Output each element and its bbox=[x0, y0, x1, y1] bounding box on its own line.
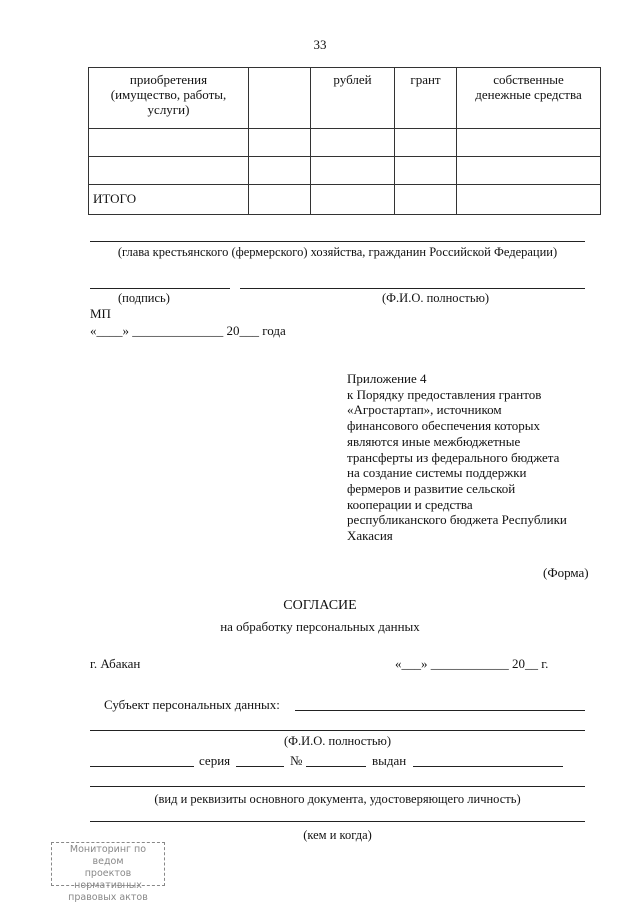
form-label: (Форма) bbox=[543, 565, 589, 580]
city-label: г. Абакан bbox=[90, 656, 141, 671]
table-cell bbox=[311, 185, 395, 215]
signature-line bbox=[90, 288, 230, 289]
document-caption: (вид и реквизиты основного документа, удостоверяющего личность) bbox=[154, 792, 521, 806]
table-header-cell: рублей bbox=[311, 68, 395, 129]
consent-title: СОГЛАСИЕ bbox=[283, 598, 357, 613]
total-label: ИТОГО bbox=[89, 185, 249, 215]
table-cell bbox=[249, 185, 311, 215]
table-row bbox=[89, 129, 601, 157]
appendix-line: фермеров и развитие сельской bbox=[347, 480, 516, 496]
stamp-line: Мониторинг по ведом bbox=[69, 844, 147, 867]
table-header-cell bbox=[457, 68, 601, 129]
fio-full-line bbox=[90, 730, 585, 731]
appendix-line: на создание системы поддержки bbox=[347, 465, 527, 481]
doc-full-line bbox=[90, 786, 585, 787]
table-row bbox=[89, 157, 601, 185]
stamp-line: правовых актов bbox=[68, 892, 148, 903]
appendix-title: Приложение 4 bbox=[347, 371, 427, 386]
table-header-cell bbox=[89, 68, 249, 129]
consent-subtitle: на обработку персональных данных bbox=[220, 619, 420, 634]
table-cell bbox=[457, 157, 601, 185]
page-number: 33 bbox=[313, 37, 327, 52]
header-own-funds: собственные денежные средства bbox=[475, 72, 582, 102]
table-cell bbox=[457, 129, 601, 157]
appendix-line: Хакасия bbox=[347, 528, 393, 544]
table-header-row bbox=[89, 68, 601, 129]
table-cell bbox=[311, 157, 395, 185]
appendix-line: финансового обеспечения которых bbox=[347, 418, 541, 434]
subject-label: Субъект персональных данных: bbox=[104, 697, 280, 712]
issued-by-line bbox=[90, 821, 585, 822]
signature-caption: (подпись) bbox=[118, 291, 170, 305]
number-line bbox=[306, 766, 366, 767]
appendix-line: кооперации и средства bbox=[347, 496, 473, 512]
table-total-row bbox=[89, 185, 601, 215]
fio-caption: (Ф.И.О. полностью) bbox=[382, 291, 490, 305]
table-cell bbox=[89, 157, 249, 185]
table-cell bbox=[311, 129, 395, 157]
appendix-line: являются иные межбюджетные bbox=[347, 433, 521, 449]
appendix-line: республиканского бюджета Республики bbox=[347, 512, 567, 528]
issued-line bbox=[413, 766, 563, 767]
head-caption: (глава крестьянского (фермерского) хозяйства, гражданин Российской Федерации) bbox=[117, 245, 558, 259]
appendix-block bbox=[347, 371, 592, 544]
header-acquisition: приобретения (имущество, работы, услуги) bbox=[110, 72, 227, 117]
stamp-line: проектов нормативных bbox=[74, 868, 142, 891]
doc-type-line bbox=[90, 766, 194, 767]
table-cell bbox=[395, 157, 457, 185]
table-cell bbox=[249, 157, 311, 185]
issued-label: выдан bbox=[372, 753, 407, 768]
consent-date: «___» ____________ 20__ г. bbox=[395, 656, 549, 671]
appendix-line: «Агростартап», источником bbox=[347, 402, 502, 418]
table-cell bbox=[457, 185, 601, 215]
table-cell bbox=[395, 185, 457, 215]
date-line: «____» ______________ 20___ года bbox=[90, 323, 286, 338]
fio-line bbox=[240, 288, 585, 289]
issued-by-caption: (кем и когда) bbox=[303, 828, 372, 842]
number-label: № bbox=[290, 753, 303, 768]
series-line bbox=[236, 766, 284, 767]
appendix-line: к Порядку предоставления грантов bbox=[347, 386, 542, 402]
consent-fio-caption: (Ф.И.О. полностью) bbox=[283, 734, 392, 748]
head-signature-line bbox=[90, 241, 585, 242]
table-cell bbox=[249, 129, 311, 157]
registration-stamp bbox=[51, 842, 165, 903]
table-cell bbox=[89, 129, 249, 157]
series-label: серия bbox=[199, 753, 231, 768]
table-cell bbox=[395, 129, 457, 157]
grant-table bbox=[88, 67, 601, 215]
subject-line bbox=[295, 710, 585, 711]
table-header-cell: грант bbox=[395, 68, 457, 129]
table-header-cell bbox=[249, 68, 311, 129]
seal-label: МП bbox=[90, 306, 111, 321]
appendix-line: трансферты из федерального бюджета bbox=[347, 449, 560, 465]
